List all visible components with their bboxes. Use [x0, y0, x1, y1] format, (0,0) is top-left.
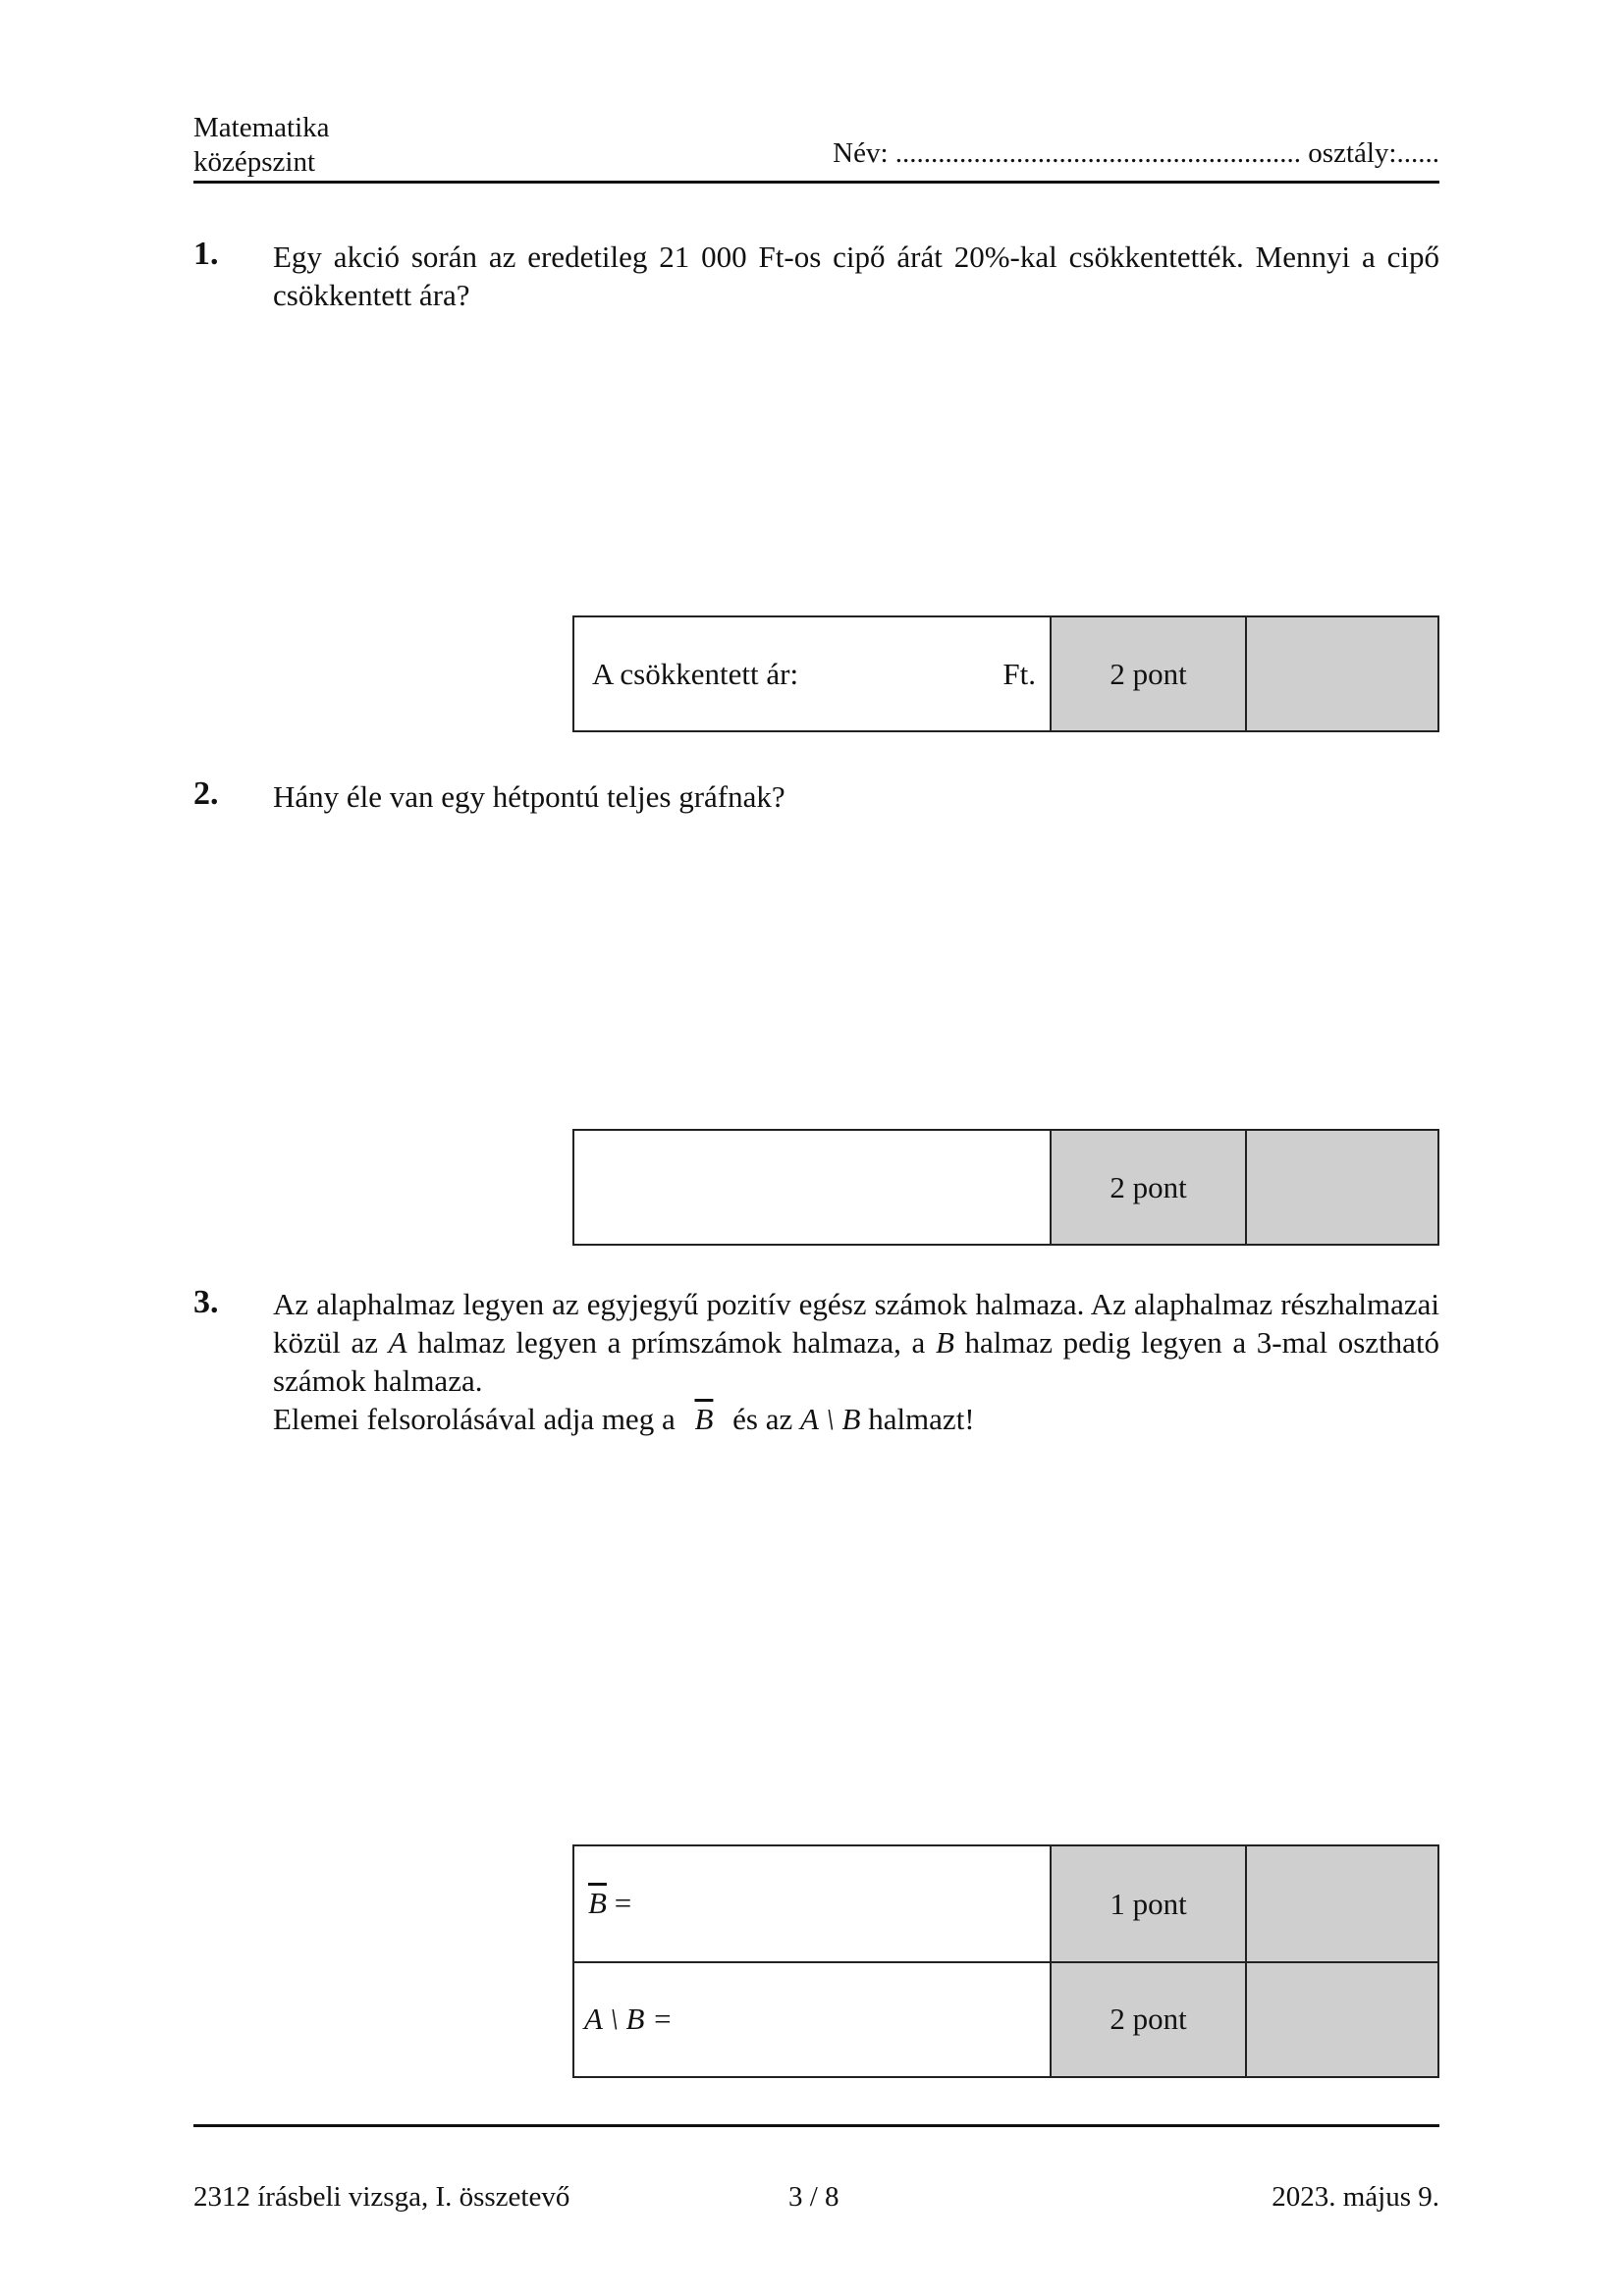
question-1-answer-label: A csökkentett ár:	[592, 657, 799, 691]
question-3-line4-mid: és az	[732, 1402, 793, 1436]
question-3-line4-post: halmazt!	[868, 1402, 975, 1436]
header-name-field: Név: ......................................................... osztály:......	[833, 137, 1439, 169]
question-1-text: Egy akció során az eredetileg 21 000 Ft-os cipő árát 20%-kal csökkentették. Mennyi a cipő csökkentett ára?	[273, 240, 1439, 312]
question-3-row2-label: A \ B =	[584, 2002, 674, 2036]
header-level: középszint	[193, 146, 316, 178]
row1-set-b-complement: $\overline{B}$	[588, 1886, 607, 1920]
set-a-symbol: A	[388, 1325, 407, 1360]
question-1-number: 1.	[193, 236, 219, 272]
question-1-answer-unit: Ft.	[1002, 657, 1036, 691]
header-subject: Matematika	[193, 112, 330, 143]
header-rule	[193, 181, 1439, 184]
question-2-answer-field[interactable]	[574, 1131, 1050, 1244]
question-3-row2-points: 2 pont	[1050, 1962, 1245, 2076]
question-2-score-cell	[1245, 1131, 1437, 1244]
question-2-number: 2.	[193, 775, 219, 812]
row1-equals: =	[614, 1886, 632, 1920]
question-3-number: 3.	[193, 1284, 219, 1320]
set-b-symbol: B	[935, 1325, 954, 1360]
question-3-answer-box	[572, 1844, 1439, 2078]
question-1-answer-box	[572, 615, 1439, 732]
question-3-row1-answer-field[interactable]	[574, 1846, 1050, 1962]
footer-rule	[193, 2124, 1439, 2127]
question-3-row1-label	[588, 1886, 631, 1921]
question-2-answer-box	[572, 1129, 1439, 1246]
set-difference-symbol: A \ B	[800, 1402, 861, 1436]
question-1-score-cell	[1245, 617, 1437, 730]
question-3-line3: halmaz pedig legyen a 3-mal osztható számok halmaza.	[273, 1325, 1440, 1398]
question-3-text	[273, 1285, 1439, 1438]
question-1-answer-field[interactable]	[574, 617, 1050, 730]
question-3-line1: Az alaphalmaz legyen az egyjegyű pozitív egész számok halmaza. Az alaphalmaz részhalmazai közül az	[273, 1287, 1439, 1360]
question-3-row-divider	[574, 1961, 1437, 1963]
footer-left: 2312 írásbeli vizsga, I. összetevő	[193, 2181, 570, 2213]
set-b-complement-symbol: $\overline{B}$	[694, 1402, 714, 1436]
footer-date: 2023. május 9.	[1272, 2181, 1439, 2213]
question-2-text: Hány éle van egy hétpontú teljes gráfnak?	[273, 779, 785, 814]
question-3-line2: halmaz legyen a prímszámok halmaza, a	[417, 1325, 926, 1360]
question-3-row2-answer-field[interactable]	[574, 1962, 1050, 2076]
question-3-row1-points: 1 pont	[1050, 1846, 1245, 1962]
question-2-points: 2 pont	[1050, 1131, 1245, 1244]
question-3-line4-pre: Elemei felsorolásával adja meg a	[273, 1402, 676, 1436]
question-1-points: 2 pont	[1050, 617, 1245, 730]
footer-page-number: 3 / 8	[788, 2181, 839, 2213]
